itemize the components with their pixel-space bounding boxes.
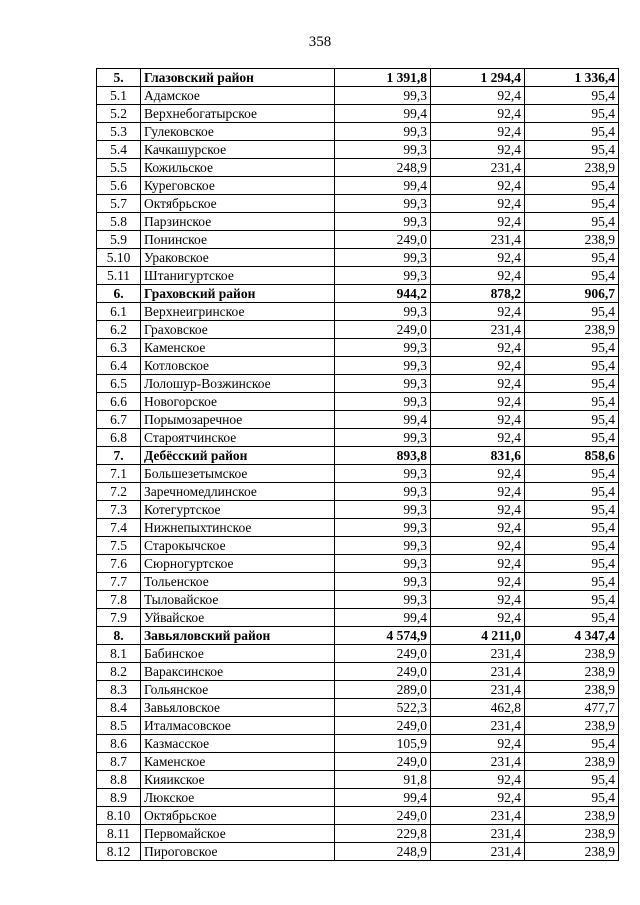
row-name: Старокычское [141,537,335,555]
district-row [97,447,619,465]
value-col-1: 99,4 [335,411,431,429]
value-col-2: 92,4 [431,249,525,267]
row-name: Тольенское [141,573,335,591]
row-name: Нижнепыхтинское [141,519,335,537]
value-col-3: 95,4 [525,573,619,591]
value-col-2: 878,2 [431,285,525,303]
value-col-1: 249,0 [335,321,431,339]
value-col-1: 99,3 [335,537,431,555]
value-col-3: 238,9 [525,681,619,699]
row-name: Уйвайское [141,609,335,627]
row-name: Новогорское [141,393,335,411]
settlement-row [97,753,619,771]
value-col-2: 92,4 [431,555,525,573]
settlement-row [97,807,619,825]
row-name: Котловское [141,357,335,375]
value-col-3: 95,4 [525,735,619,753]
value-col-2: 92,4 [431,177,525,195]
row-number: 5.8 [97,213,141,231]
value-col-2: 92,4 [431,195,525,213]
value-col-1: 99,3 [335,213,431,231]
settlement-row [97,573,619,591]
settlement-row [97,411,619,429]
row-number: 7.1 [97,465,141,483]
settlement-row [97,825,619,843]
value-col-1: 99,3 [335,141,431,159]
settlement-row [97,663,619,681]
value-col-1: 249,0 [335,807,431,825]
settlement-row [97,681,619,699]
value-col-2: 92,4 [431,519,525,537]
settlement-row [97,537,619,555]
value-col-1: 229,8 [335,825,431,843]
value-col-2: 231,4 [431,159,525,177]
value-col-1: 99,3 [335,591,431,609]
row-name: Гольянское [141,681,335,699]
value-col-3: 238,9 [525,231,619,249]
settlement-row [97,231,619,249]
value-col-3: 238,9 [525,663,619,681]
row-name: Большезетымское [141,465,335,483]
row-name: Бабинское [141,645,335,663]
value-col-2: 831,6 [431,447,525,465]
value-col-3: 95,4 [525,465,619,483]
value-col-3: 4 347,4 [525,627,619,645]
row-name: Качкашурское [141,141,335,159]
row-number: 6. [97,285,141,303]
row-number: 5.4 [97,141,141,159]
row-number: 8.4 [97,699,141,717]
value-col-3: 238,9 [525,807,619,825]
settlement-row [97,123,619,141]
value-col-2: 462,8 [431,699,525,717]
row-number: 8.7 [97,753,141,771]
settlement-row [97,591,619,609]
value-col-1: 99,3 [335,573,431,591]
row-name: Заречномедлинское [141,483,335,501]
row-number: 7.5 [97,537,141,555]
row-name: Понинское [141,231,335,249]
row-name: Кожильское [141,159,335,177]
row-name: Пироговское [141,843,335,861]
row-name: Староятчинское [141,429,335,447]
row-number: 5. [97,69,141,87]
row-name: Сюрногуртское [141,555,335,573]
settlement-row [97,501,619,519]
row-name: Граховское [141,321,335,339]
settlement-row [97,267,619,285]
value-col-1: 99,4 [335,177,431,195]
row-name: Глазовский район [141,69,335,87]
value-col-1: 522,3 [335,699,431,717]
value-col-1: 99,4 [335,105,431,123]
row-number: 8.6 [97,735,141,753]
value-col-3: 95,4 [525,537,619,555]
settlement-row [97,609,619,627]
value-col-3: 238,9 [525,717,619,735]
value-col-1: 249,0 [335,645,431,663]
row-number: 8.10 [97,807,141,825]
page-number: 358 [308,34,332,50]
value-col-1: 893,8 [335,447,431,465]
value-col-1: 99,3 [335,339,431,357]
row-number: 5.11 [97,267,141,285]
value-col-2: 92,4 [431,465,525,483]
value-col-2: 92,4 [431,339,525,357]
row-number: 5.3 [97,123,141,141]
value-col-2: 92,4 [431,501,525,519]
value-col-1: 99,4 [335,789,431,807]
value-col-1: 99,3 [335,249,431,267]
value-col-3: 95,4 [525,483,619,501]
value-col-1: 99,3 [335,393,431,411]
row-name: Казмасское [141,735,335,753]
value-col-2: 92,4 [431,213,525,231]
row-number: 8.3 [97,681,141,699]
value-col-1: 99,3 [335,195,431,213]
value-col-1: 99,3 [335,87,431,105]
row-number: 7.6 [97,555,141,573]
value-col-1: 105,9 [335,735,431,753]
value-col-3: 906,7 [525,285,619,303]
settlement-row [97,141,619,159]
settlement-row [97,339,619,357]
value-col-1: 249,0 [335,663,431,681]
row-number: 8. [97,627,141,645]
value-col-3: 238,9 [525,159,619,177]
settlement-row [97,375,619,393]
value-col-3: 95,4 [525,303,619,321]
settlement-row [97,555,619,573]
value-col-2: 231,4 [431,663,525,681]
row-number: 7.9 [97,609,141,627]
value-col-3: 95,4 [525,249,619,267]
settlement-row [97,87,619,105]
row-name: Первомайское [141,825,335,843]
row-number: 8.5 [97,717,141,735]
row-name: Кияикское [141,771,335,789]
row-name: Вараксинское [141,663,335,681]
value-col-3: 238,9 [525,825,619,843]
value-col-1: 99,3 [335,519,431,537]
value-col-1: 99,3 [335,357,431,375]
row-name: Адамское [141,87,335,105]
value-col-1: 99,3 [335,123,431,141]
value-col-3: 858,6 [525,447,619,465]
value-col-2: 92,4 [431,267,525,285]
value-col-3: 238,9 [525,321,619,339]
value-col-2: 231,4 [431,231,525,249]
value-col-3: 95,4 [525,411,619,429]
row-name: Дебёсский район [141,447,335,465]
value-col-1: 248,9 [335,843,431,861]
value-col-1: 91,8 [335,771,431,789]
value-col-3: 95,4 [525,519,619,537]
value-col-2: 231,4 [431,717,525,735]
value-col-2: 231,4 [431,843,525,861]
value-col-2: 92,4 [431,789,525,807]
settlement-row [97,393,619,411]
value-col-3: 95,4 [525,591,619,609]
settlement-row [97,843,619,861]
row-number: 6.2 [97,321,141,339]
row-name: Ураковское [141,249,335,267]
value-col-1: 944,2 [335,285,431,303]
row-number: 5.1 [97,87,141,105]
value-col-3: 95,4 [525,501,619,519]
district-row [97,69,619,87]
row-name: Каменское [141,753,335,771]
value-col-1: 99,3 [335,501,431,519]
settlement-row [97,717,619,735]
row-number: 8.9 [97,789,141,807]
value-col-1: 99,4 [335,609,431,627]
row-number: 5.6 [97,177,141,195]
value-col-3: 238,9 [525,645,619,663]
settlement-row [97,519,619,537]
row-number: 6.4 [97,357,141,375]
value-col-3: 95,4 [525,177,619,195]
row-number: 6.1 [97,303,141,321]
row-number: 6.7 [97,411,141,429]
value-col-2: 92,4 [431,303,525,321]
value-col-2: 92,4 [431,429,525,447]
value-col-2: 92,4 [431,483,525,501]
settlement-row [97,645,619,663]
value-col-3: 1 336,4 [525,69,619,87]
settlement-row [97,771,619,789]
value-col-3: 95,4 [525,195,619,213]
value-col-3: 95,4 [525,357,619,375]
row-number: 8.12 [97,843,141,861]
row-number: 6.3 [97,339,141,357]
value-col-1: 99,3 [335,465,431,483]
value-col-2: 92,4 [431,591,525,609]
row-name: Октябрьское [141,195,335,213]
settlement-row [97,699,619,717]
budget-table [96,68,619,861]
value-col-3: 95,4 [525,375,619,393]
row-name: Парзинское [141,213,335,231]
row-number: 7.2 [97,483,141,501]
row-name: Октябрьское [141,807,335,825]
settlement-row [97,429,619,447]
row-number: 8.11 [97,825,141,843]
row-name: Котегуртское [141,501,335,519]
row-number: 5.5 [97,159,141,177]
row-name: Италмасовское [141,717,335,735]
value-col-1: 99,3 [335,483,431,501]
value-col-2: 92,4 [431,105,525,123]
value-col-2: 1 294,4 [431,69,525,87]
value-col-3: 95,4 [525,267,619,285]
settlement-row [97,177,619,195]
value-col-1: 99,3 [335,375,431,393]
row-number: 7.8 [97,591,141,609]
value-col-2: 92,4 [431,357,525,375]
value-col-1: 99,3 [335,429,431,447]
value-col-3: 95,4 [525,105,619,123]
row-number: 8.1 [97,645,141,663]
row-name: Лолошур-Возжинское [141,375,335,393]
value-col-1: 4 574,9 [335,627,431,645]
value-col-2: 92,4 [431,123,525,141]
value-col-2: 4 211,0 [431,627,525,645]
settlement-row [97,789,619,807]
value-col-1: 99,3 [335,303,431,321]
district-row [97,285,619,303]
value-col-2: 92,4 [431,771,525,789]
row-number: 5.10 [97,249,141,267]
value-col-3: 238,9 [525,843,619,861]
row-name: Завьяловский район [141,627,335,645]
row-number: 5.9 [97,231,141,249]
value-col-3: 95,4 [525,123,619,141]
row-number: 8.8 [97,771,141,789]
row-number: 7.3 [97,501,141,519]
settlement-row [97,465,619,483]
settlement-row [97,105,619,123]
settlement-row [97,249,619,267]
settlement-row [97,321,619,339]
row-name: Курегoвское [141,177,335,195]
row-name: Порымозаречное [141,411,335,429]
row-number: 5.7 [97,195,141,213]
value-col-2: 231,4 [431,645,525,663]
value-col-2: 92,4 [431,537,525,555]
row-number: 6.6 [97,393,141,411]
district-row [97,627,619,645]
value-col-1: 249,0 [335,231,431,249]
value-col-2: 92,4 [431,573,525,591]
value-col-1: 289,0 [335,681,431,699]
row-number: 7. [97,447,141,465]
value-col-1: 1 391,8 [335,69,431,87]
value-col-2: 231,4 [431,807,525,825]
settlement-row [97,483,619,501]
value-col-2: 231,4 [431,681,525,699]
value-col-3: 477,7 [525,699,619,717]
value-col-2: 231,4 [431,825,525,843]
settlement-row [97,213,619,231]
row-name: Штанигуртское [141,267,335,285]
value-col-2: 92,4 [431,735,525,753]
settlement-row [97,357,619,375]
settlement-row [97,303,619,321]
row-number: 7.7 [97,573,141,591]
row-number: 5.2 [97,105,141,123]
table-body [97,69,619,861]
settlement-row [97,159,619,177]
value-col-3: 95,4 [525,555,619,573]
value-col-2: 231,4 [431,321,525,339]
value-col-3: 95,4 [525,609,619,627]
value-col-3: 95,4 [525,87,619,105]
row-number: 6.8 [97,429,141,447]
value-col-2: 92,4 [431,87,525,105]
row-number: 8.2 [97,663,141,681]
value-col-1: 249,0 [335,753,431,771]
value-col-2: 92,4 [431,141,525,159]
value-col-3: 238,9 [525,753,619,771]
value-col-3: 95,4 [525,789,619,807]
row-name: Гулековское [141,123,335,141]
row-name: Каменское [141,339,335,357]
row-name: Тыловайское [141,591,335,609]
value-col-3: 95,4 [525,213,619,231]
value-col-3: 95,4 [525,429,619,447]
value-col-2: 231,4 [431,753,525,771]
value-col-3: 95,4 [525,141,619,159]
row-number: 6.5 [97,375,141,393]
settlement-row [97,195,619,213]
value-col-1: 99,3 [335,555,431,573]
row-name: Люкское [141,789,335,807]
value-col-3: 95,4 [525,393,619,411]
value-col-1: 99,3 [335,267,431,285]
value-col-1: 249,0 [335,717,431,735]
value-col-1: 248,9 [335,159,431,177]
row-number: 7.4 [97,519,141,537]
value-col-2: 92,4 [431,411,525,429]
value-col-3: 95,4 [525,771,619,789]
value-col-2: 92,4 [431,609,525,627]
value-col-2: 92,4 [431,375,525,393]
row-name: Завьяловское [141,699,335,717]
row-name: Верхнебогатырское [141,105,335,123]
value-col-2: 92,4 [431,393,525,411]
row-name: Верхнеигринское [141,303,335,321]
row-name: Граховский район [141,285,335,303]
value-col-3: 95,4 [525,339,619,357]
settlement-row [97,735,619,753]
